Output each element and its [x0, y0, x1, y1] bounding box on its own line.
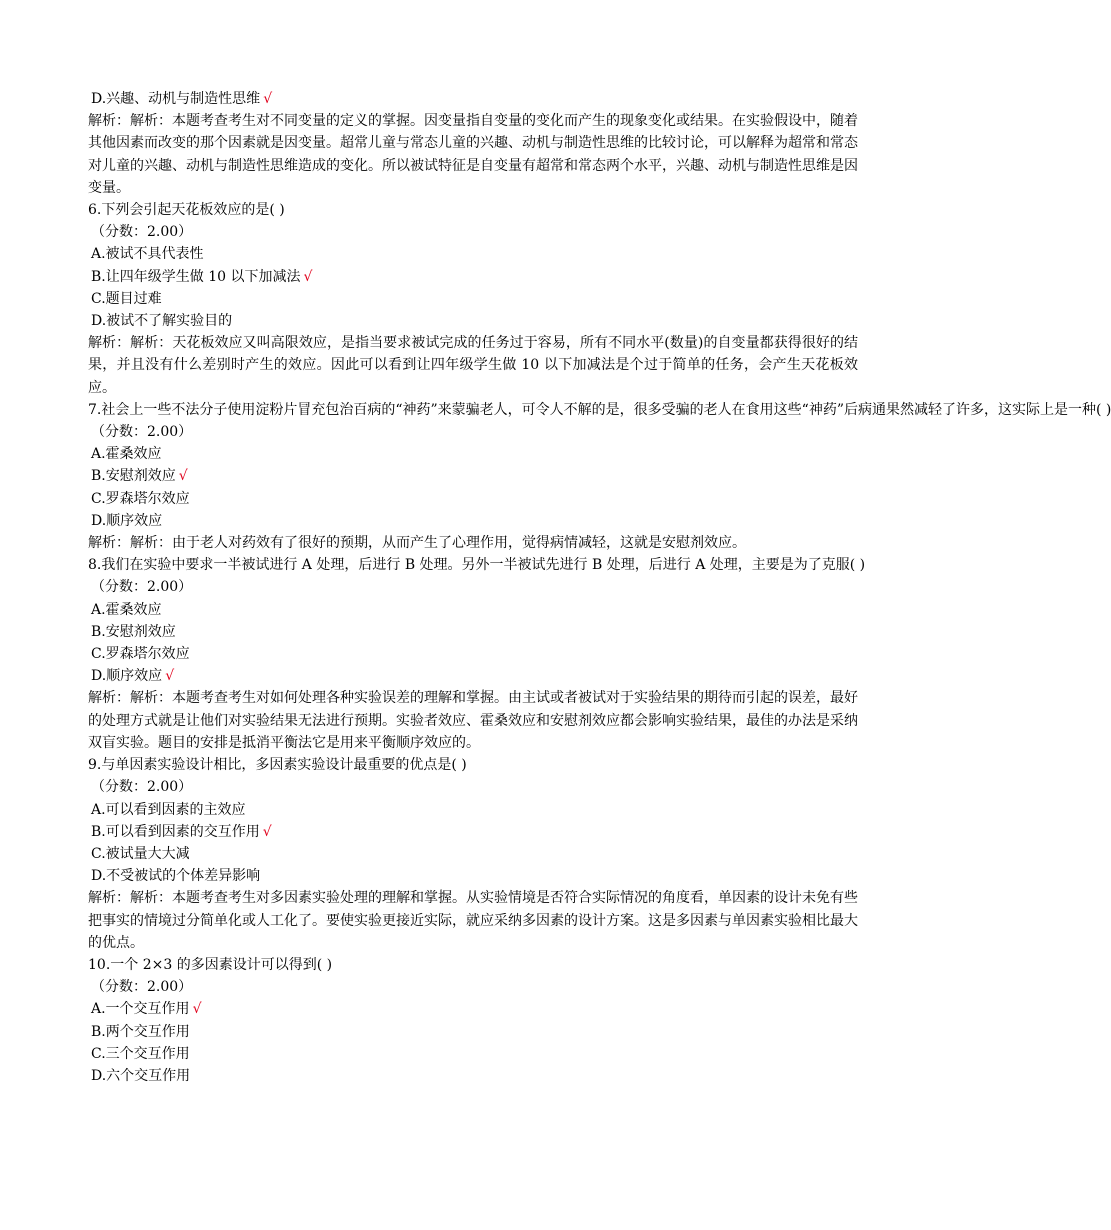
question-score [88, 776, 858, 798]
answer-option [88, 443, 858, 465]
question-stem [88, 954, 858, 976]
correct-check-icon: √ [192, 1001, 202, 1018]
answer-option [88, 998, 858, 1020]
option-text: D.六个交互作用 [91, 1067, 191, 1084]
analysis-text: 解析：解析：由于老人对药效有了很好的预期，从而产生了心理作用，觉得病情减轻，这就是安慰剂效应。 [88, 535, 746, 552]
correct-check-icon: √ [165, 668, 175, 685]
question-text: 10.一个 2×3 的多因素设计可以得到( ) [88, 956, 333, 973]
analysis-text: 解析：解析：本题考查考生对不同变量的定义的掌握。因变量指自变量的变化而产生的现象变化或结果。在实验假设中，随着其他因素而改变的那个因素就是因变量。超常儿童与常态儿童的兴趣、动机与制造性思维的比较讨论，可以解释为超常和常态对儿童的兴趣、动机与制造性思维造成的变化。所以被试特征是自变量有超常和常态两个水平，兴趣、动机与制造性思维是因变量。 [88, 113, 858, 196]
answer-analysis [88, 687, 858, 754]
option-text: D.被试不了解实验目的 [91, 313, 233, 330]
answer-option [88, 266, 858, 288]
option-text: B.安慰剂效应 [91, 468, 176, 485]
correct-check-icon: √ [178, 468, 188, 485]
option-text: D.不受被试的个体差异影响 [91, 868, 261, 885]
option-text: B.安慰剂效应 [91, 623, 176, 640]
answer-option [88, 821, 858, 843]
answer-option [88, 488, 858, 510]
answer-option [88, 621, 858, 643]
answer-analysis [88, 887, 858, 954]
question-stem [88, 399, 1111, 421]
option-text: C.被试量大大减 [91, 845, 190, 862]
option-text: C.题目过难 [91, 290, 162, 307]
answer-option [88, 88, 858, 110]
answer-option [88, 1043, 858, 1065]
answer-option [88, 465, 858, 487]
answer-analysis [88, 532, 858, 554]
option-text: A.一个交互作用 [91, 1001, 190, 1018]
question-score [88, 221, 858, 243]
option-text: A.霍桑效应 [91, 601, 162, 618]
analysis-text: 解析：解析：本题考查考生对多因素实验处理的理解和掌握。从实验情境是否符合实际情况的角度看，单因素的设计未免有些把事实的情境过分简单化或人工化了。要使实验更接近实际，就应采纳多因素的设计方案。这是多因素与单因素实验相比最大的优点。 [88, 890, 858, 951]
question-text: 9.与单因素实验设计相比，多因素实验设计最重要的优点是( ) [88, 757, 467, 774]
correct-check-icon: √ [263, 91, 273, 107]
option-text: D.顺序效应 [91, 668, 163, 685]
question-text: 7.社会上一些不法分子使用淀粉片冒充包治百病的“神药”来蒙骗老人，可令人不解的是，很多受骗的老人在食用这些“神药”后病通果然减轻了许多，这实际上是一种( ) [88, 401, 1111, 418]
option-text: A.被试不具代表性 [91, 246, 204, 263]
option-text: A.可以看到因素的主效应 [91, 801, 246, 818]
option-text: A.霍桑效应 [91, 446, 162, 463]
answer-option [88, 799, 858, 821]
option-text: C.三个交互作用 [91, 1045, 190, 1062]
answer-option [88, 288, 858, 310]
question-score [88, 976, 858, 998]
answer-option [88, 1021, 858, 1043]
score-text: （分数：2.00） [91, 224, 193, 241]
correct-check-icon: √ [303, 268, 313, 285]
answer-analysis [88, 110, 858, 199]
analysis-text: 解析：解析：本题考查考生对如何处理各种实验误差的理解和掌握。由主试或者被试对于实验结果的期待而引起的误差，最好的处理方式就是让他们对实验结果无法进行预期。实验者效应、霍桑效应和安慰剂效应都会影响实验结果，最佳的办法是采纳双盲实验。题目的安排是抵消平衡法它是用来平衡顺序效应的。 [88, 690, 858, 751]
answer-option [88, 1065, 858, 1087]
question-stem [88, 554, 866, 576]
score-text: （分数：2.00） [91, 979, 193, 996]
option-text: C.罗森塔尔效应 [91, 646, 190, 663]
option-text: B.让四年级学生做 10 以下加减法 [91, 268, 301, 285]
question-text: 8.我们在实验中要求一半被试进行 A 处理，后进行 B 处理。另外一半被试先进行 B 处理，后进行 A 处理，主要是为了克服( ) [88, 557, 866, 574]
analysis-text: 解析：解析：天花板效应又叫高限效应，是指当要求被试完成的任务过于容易，所有不同水平(数量)的自变量都获得很好的结果，并且没有什么差别时产生的效应。因此可以看到让四年级学生做 10 以下加减法是个过于简单的任务，会产生天花板效应。 [88, 335, 858, 396]
answer-option [88, 599, 858, 621]
question-score [88, 421, 858, 443]
option-text: B.可以看到因素的交互作用 [91, 823, 260, 840]
option-text: C.罗森塔尔效应 [91, 490, 190, 507]
question-stem [88, 199, 858, 221]
answer-analysis [88, 332, 858, 399]
score-text: （分数：2.00） [91, 424, 193, 441]
score-text: （分数：2.00） [91, 579, 193, 596]
option-text: D.兴趣、动机与制造性思维 [91, 91, 261, 107]
correct-check-icon: √ [262, 823, 272, 840]
answer-option [88, 643, 858, 665]
answer-option [88, 310, 858, 332]
answer-option [88, 865, 858, 887]
option-text: B.两个交互作用 [91, 1023, 190, 1040]
question-score [88, 576, 858, 598]
question-stem [88, 754, 858, 776]
option-text: D.顺序效应 [91, 512, 163, 529]
answer-option [88, 510, 858, 532]
question-text: 6.下列会引起天花板效应的是( ) [88, 202, 285, 219]
answer-option [88, 243, 858, 265]
answer-option [88, 665, 858, 687]
answer-option [88, 843, 858, 865]
score-text: （分数：2.00） [91, 779, 193, 796]
